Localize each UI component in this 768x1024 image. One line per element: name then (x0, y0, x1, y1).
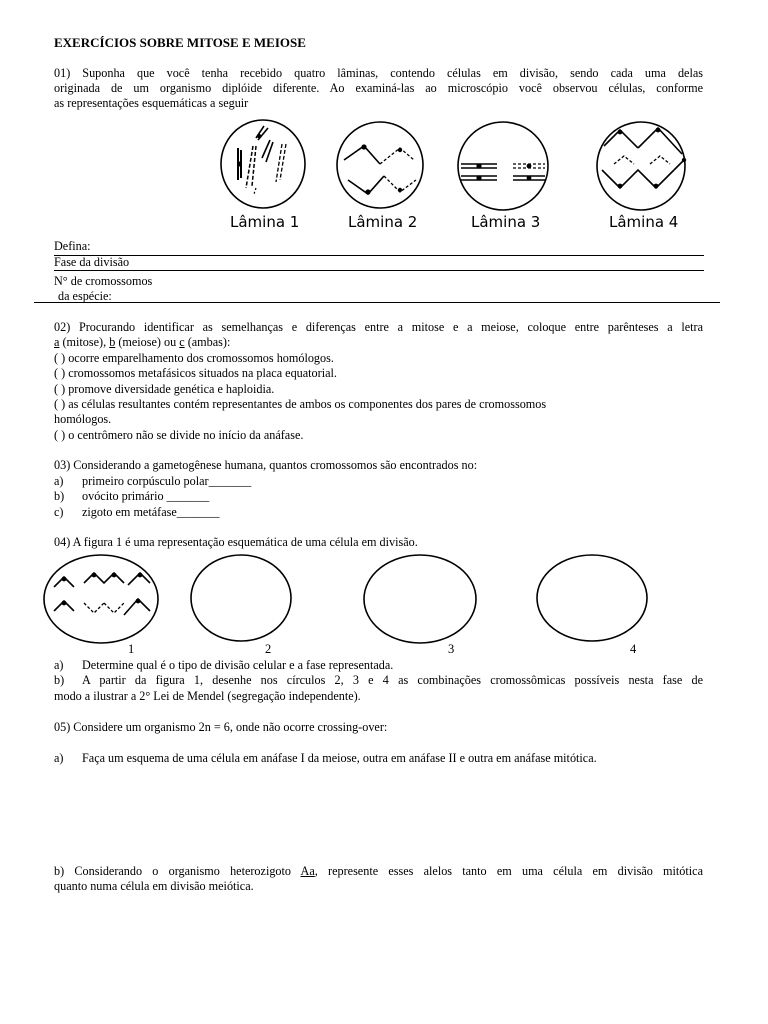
lamina-1-cell (218, 118, 308, 210)
q2-item: ( ) cromossomos metafásicos situados na placa equatorial. (54, 366, 337, 380)
figure-3-empty-circle[interactable] (362, 553, 478, 645)
figure-4-empty-circle[interactable] (535, 553, 649, 643)
q2-item: homólogos. (54, 412, 112, 426)
divider (54, 270, 704, 271)
lamina-4-label: Lâmina 4 (609, 213, 679, 231)
q3-item: ovócito primário _______ (82, 489, 210, 503)
figure-number-3: 3 (448, 642, 455, 656)
q1-line-3: as representações esquemáticas a seguir (54, 96, 249, 110)
lamina-4-cell (594, 120, 688, 212)
q2-legend-b: b (109, 335, 116, 349)
q1-line-2: originada de um organismo diplóide diferente. Ao examiná-las ao microscópio você observou células, conforme (54, 81, 703, 95)
figure-1-cell (42, 553, 160, 645)
q1-line-1: 01) Suponha que você tenha recebido quatro lâminas, contendo células em divisão, sendo cada uma delas (54, 66, 703, 80)
q5-b-line-1 (54, 864, 703, 879)
q2-item: ( ) promove diversidade genética e haploidia. (54, 382, 275, 396)
defina-label: Defina: (54, 239, 91, 253)
q4-b-text-2: modo a ilustrar a 2° Lei de Mendel (segregação independente). (54, 689, 361, 703)
lamina-3-label: Lâmina 3 (471, 213, 541, 231)
fase-label: Fase da divisão (54, 255, 130, 269)
page-title: EXERCÍCIOS SOBRE MITOSE E MEIOSE (54, 35, 306, 50)
q5-a-text: Faça um esquema de uma célula em anáfase I da meiose, outra em anáfase II e outra em anáfase mitótica. (82, 751, 597, 765)
figure-number-4: 4 (630, 642, 637, 656)
q5-b-line-1-text: b) Considerando o organismo heterozigoto Aa, represente esses alelos tanto em uma célula em divisão mitótica (54, 864, 703, 878)
q2-legend-a-text: (mitose), (59, 335, 110, 349)
q3-item: zigoto em metáfase_______ (82, 505, 220, 519)
lamina-2-cell (334, 120, 426, 210)
q2-item: ( ) as células resultantes contém representantes de ambos os componentes dos pares de cromossomos (54, 397, 547, 411)
q4-line-1: 04) A figura 1 é uma representação esquemática de uma célula em divisão. (54, 535, 418, 549)
q5-line-1: 05) Considere um organismo 2n = 6, onde não ocorre crossing-over: (54, 720, 388, 734)
q3-item-letter: b) (54, 489, 65, 503)
q5-a-letter: a) (54, 751, 64, 765)
ncrom-label-2: da espécie: (58, 289, 112, 303)
q2-legend-c: c (179, 335, 185, 349)
figure-number-1: 1 (128, 642, 135, 656)
lamina-2-label: Lâmina 2 (348, 213, 418, 231)
ncrom-label-1: N° de cromossomos (54, 274, 153, 288)
q3-line-1: 03) Considerando a gametogênese humana, quantos cromossomos são encontrados no: (54, 458, 478, 472)
q2-item: ( ) ocorre emparelhamento dos cromossomos homólogos. (54, 351, 334, 365)
q4-a-text: Determine qual é o tipo de divisão celular e a fase representada. (82, 658, 394, 672)
q4-b-letter: b) (54, 673, 65, 687)
lamina-3-cell (455, 120, 551, 212)
q2-legend-c-text: (ambas): (184, 335, 231, 349)
q2-item: ( ) o centrômero não se divide no início da anáfase. (54, 428, 304, 442)
q2-legend-b-text: (meiose) ou (115, 335, 180, 349)
figure-number-2: 2 (265, 642, 272, 656)
q2-legend-a: a (54, 335, 60, 349)
allele-aa: Aa (300, 864, 315, 878)
figure-2-empty-circle[interactable] (189, 553, 293, 643)
q4-a-letter: a) (54, 658, 64, 672)
q2-legend (54, 335, 230, 350)
q5-b-line-2: quanto numa célula em divisão meiótica. (54, 879, 254, 893)
q2-line-1: 02) Procurando identificar as semelhanças e diferenças entre a mitose e a meiose, coloque entre parênteses a letra (54, 320, 703, 334)
lamina-1-label: Lâmina 1 (230, 213, 300, 231)
q3-item-letter: a) (54, 474, 64, 488)
divider (54, 255, 704, 256)
q3-item: primeiro corpúsculo polar_______ (82, 474, 252, 488)
divider (34, 302, 720, 303)
q3-item-letter: c) (54, 505, 64, 519)
q4-b-text-1: A partir da figura 1, desenhe nos círculos 2, 3 e 4 as combinações cromossômicas possíveis nesta fase de (82, 673, 703, 687)
